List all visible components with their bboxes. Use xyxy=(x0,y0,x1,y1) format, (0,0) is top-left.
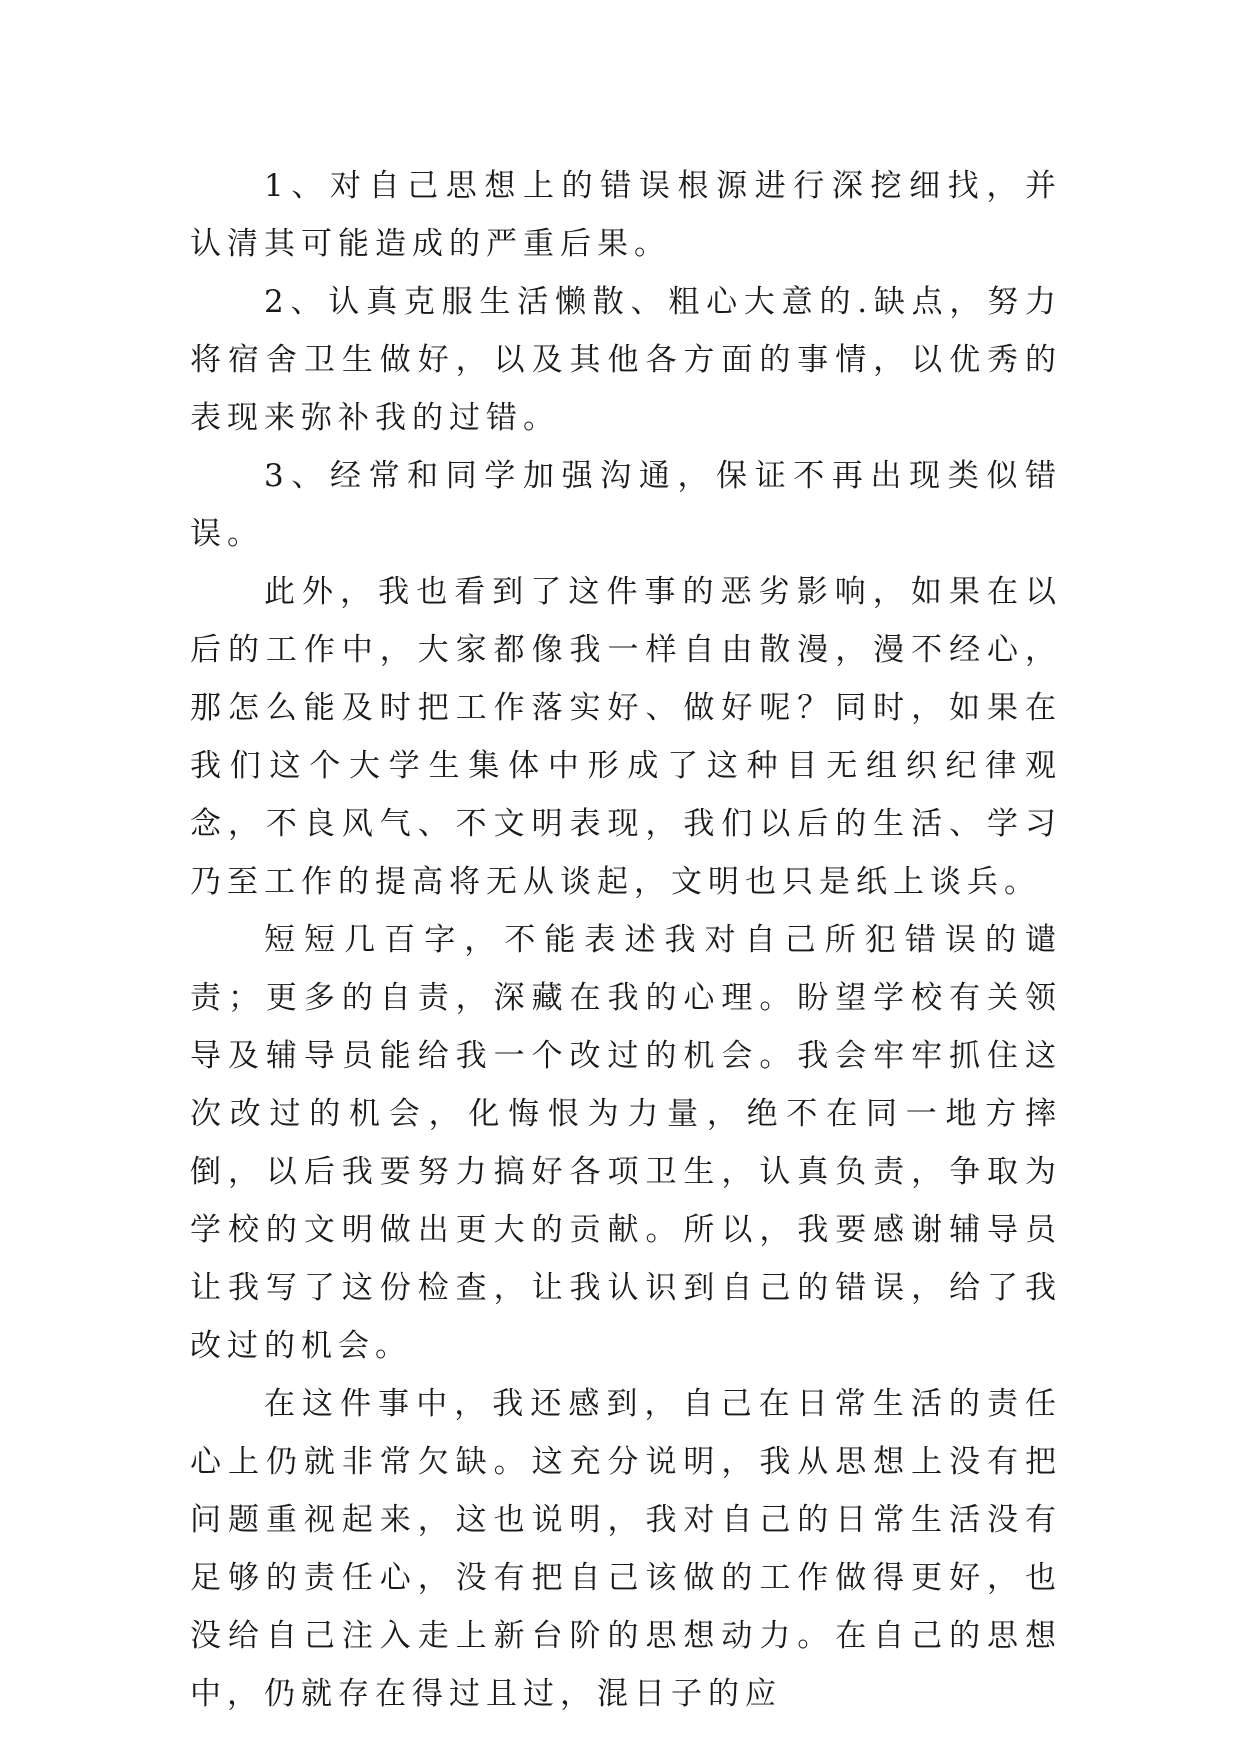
paragraph-3: 3、经常和同学加强沟通，保证不再出现类似错误。 xyxy=(190,458,1062,552)
paragraph-6: 在这件事中，我还感到，自己在日常生活的责任心上仍就非常欠缺。这充分说明，我从思想上没有把问题重视起来，这也说明，我对自己的日常生活没有足够的责任心，没有把自己该做的工作做得更好，也没给自己注入走上新台阶的思想动力。在自己的思想中，仍就存在得过且过，混日子的应 xyxy=(190,1386,1062,1712)
paragraph-1: 1、对自己思想上的错误根源进行深挖细找，并认清其可能造成的严重后果。 xyxy=(190,168,1062,262)
paragraph-2: 2、认真克服生活懒散、粗心大意的.缺点，努力将宿舍卫生做好，以及其他各方面的事情，以优秀的表现来弥补我的过错。 xyxy=(190,284,1062,436)
paragraph-5: 短短几百字，不能表述我对自己所犯错误的谴责；更多的自责，深藏在我的心理。盼望学校有关领导及辅导员能给我一个改过的机会。我会牢牢抓住这次改过的机会，化悔恨为力量，绝不在同一地方摔倒，以后我要努力搞好各项卫生，认真负责，争取为学校的文明做出更大的贡献。所以，我要感谢辅导员让我写了这份检查，让我认识到自己的错误，给了我改过的机会。 xyxy=(190,922,1062,1364)
paragraph-4: 此外，我也看到了这件事的恶劣影响，如果在以后的工作中，大家都像我一样自由散漫，漫不经心，那怎么能及时把工作落实好、做好呢？同时，如果在我们这个大学生集体中形成了这种目无组织纪律观念，不良风气、不文明表现，我们以后的生活、学习乃至工作的提高将无从谈起，文明也只是纸上谈兵。 xyxy=(190,574,1062,900)
document-body xyxy=(190,157,1062,1723)
